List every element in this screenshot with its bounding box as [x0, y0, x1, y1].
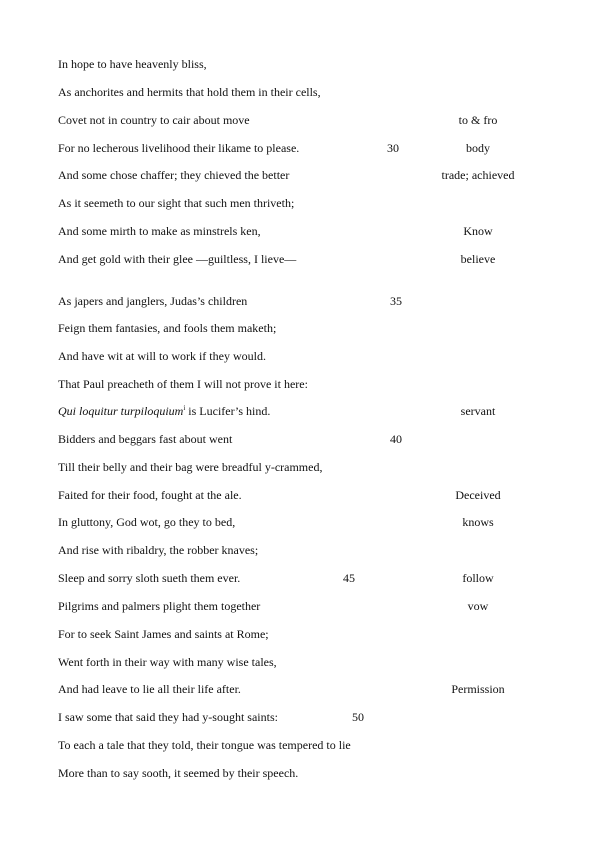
margin-gloss: knows [462, 515, 494, 529]
verse-text: For to seek Saint James and saints at Rome; [58, 627, 269, 641]
verse-line [0, 515, 599, 531]
verse-line [0, 141, 599, 157]
verse-line [0, 168, 599, 184]
verse-text: Went forth in their way with many wise tales, [58, 655, 277, 669]
verse-line [0, 571, 599, 587]
margin-gloss: follow [462, 571, 494, 585]
verse-text: And rise with ribaldry, the robber knaves; [58, 543, 259, 557]
footnote-marker: i [183, 404, 186, 412]
verse-line [0, 766, 599, 782]
line-number: 45 [343, 571, 355, 585]
verse-text: In hope to have heavenly bliss, [58, 57, 207, 71]
line-number: 30 [387, 141, 399, 155]
verse-text: As japers and janglers, Judas’s children [58, 294, 248, 308]
verse-line [0, 682, 599, 698]
verse-line [0, 432, 599, 448]
verse-line [0, 655, 599, 671]
latin-quotation: Qui loquitur turpiloquium [58, 404, 184, 418]
verse-line [0, 377, 599, 393]
verse-line [0, 321, 599, 337]
verse-line [0, 196, 599, 212]
verse-line [0, 294, 599, 310]
verse-text: To each a tale that they told, their tongue was tempered to lie [58, 738, 351, 752]
verse-line [0, 543, 599, 559]
verse-text: As it seemeth to our sight that such men thriveth; [58, 196, 295, 210]
margin-gloss: servant [460, 404, 496, 418]
verse-line [0, 224, 599, 240]
verse-line [0, 349, 599, 365]
verse-text: As anchorites and hermits that hold them in their cells, [58, 85, 321, 99]
margin-gloss: vow [467, 599, 489, 613]
verse-text: That Paul preacheth of them I will not prove it here: [58, 377, 308, 391]
verse-line [0, 599, 599, 615]
verse-text: Sleep and sorry sloth sueth them ever. [58, 571, 241, 585]
verse-text: Covet not in country to cair about move [58, 113, 250, 127]
verse-line [0, 738, 599, 754]
line-number: 40 [390, 432, 402, 446]
verse-text: Faited for their food, fought at the ale. [58, 488, 242, 502]
margin-gloss: Permission [451, 682, 505, 696]
margin-gloss: trade; achieved [441, 168, 515, 182]
verse-text: More than to say sooth, it seemed by their speech. [58, 766, 299, 780]
verse-text: And get gold with their glee —guiltless, I lieve— [58, 252, 297, 266]
verse-text [58, 404, 270, 419]
verse-line [0, 488, 599, 504]
margin-gloss: body [466, 141, 490, 155]
verse-text: In gluttony, God wot, go they to bed, [58, 515, 236, 529]
margin-gloss: Know [463, 224, 493, 238]
verse-text: I saw some that said they had y-sought saints: [58, 710, 278, 724]
verse-text-rest: is Lucifer’s hind. [185, 404, 271, 418]
line-number: 35 [390, 294, 402, 308]
verse-text: And some chose chaffer; they chieved the better [58, 168, 290, 182]
verse-text: And had leave to lie all their life after. [58, 682, 241, 696]
verse-text: Pilgrims and palmers plight them together [58, 599, 261, 613]
verse-line [0, 460, 599, 476]
verse-line [0, 404, 599, 420]
verse-line [0, 627, 599, 643]
verse-text: Feign them fantasies, and fools them maketh; [58, 321, 277, 335]
verse-line [0, 710, 599, 726]
margin-gloss: Deceived [455, 488, 501, 502]
margin-gloss: believe [460, 252, 496, 266]
verse-line [0, 57, 599, 73]
verse-line [0, 113, 599, 129]
margin-gloss: to & fro [458, 113, 498, 127]
verse-text: Till their belly and their bag were breadful y-crammed, [58, 460, 323, 474]
verse-text: And have wit at will to work if they would. [58, 349, 266, 363]
verse-text: For no lecherous livelihood their likame to please. [58, 141, 300, 155]
line-number: 50 [352, 710, 364, 724]
verse-line [0, 85, 599, 101]
verse-line [0, 252, 599, 268]
verse-text: Bidders and beggars fast about went [58, 432, 233, 446]
verse-text: And some mirth to make as minstrels ken, [58, 224, 261, 238]
